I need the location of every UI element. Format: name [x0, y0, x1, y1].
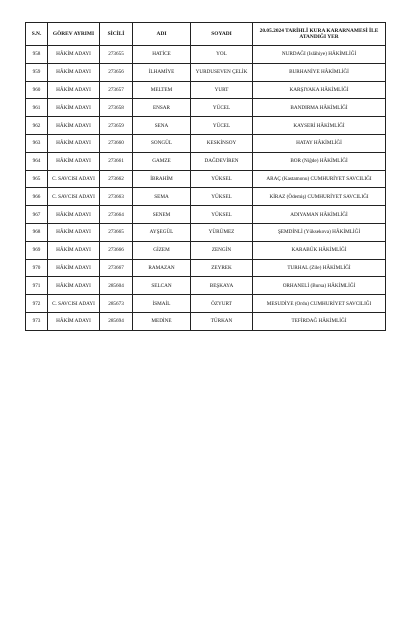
- cell-gorev: HÂKİM ADAYI: [48, 117, 100, 135]
- cell-sicil: 273661: [100, 152, 133, 170]
- cell-adi: MEDİNE: [133, 312, 191, 330]
- cell-sicil: 273655: [100, 46, 133, 64]
- cell-yer: KİRAZ (Ödemiş) CUMHURİYET SAVCILIĞI: [253, 188, 386, 206]
- cell-yer: TEFİRDAĞ HÂKİMLİĞİ: [253, 312, 386, 330]
- cell-soyadi: YOL: [191, 46, 253, 64]
- cell-sicil: 273667: [100, 259, 133, 277]
- table-row: [26, 81, 386, 99]
- cell-sn: 962: [26, 117, 48, 135]
- cell-gorev: HÂKİM ADAYI: [48, 99, 100, 117]
- cell-gorev: HÂKİM ADAYI: [48, 206, 100, 224]
- cell-soyadi: YÜCEL: [191, 99, 253, 117]
- cell-sn: 959: [26, 63, 48, 81]
- cell-sn: 972: [26, 295, 48, 313]
- table-row: [26, 46, 386, 64]
- table-body: [26, 46, 386, 331]
- cell-yer: KAYSERİ HÂKİMLİĞİ: [253, 117, 386, 135]
- cell-soyadi: ÖZYURT: [191, 295, 253, 313]
- cell-adi: SENEM: [133, 206, 191, 224]
- cell-sicil: 273665: [100, 223, 133, 241]
- cell-adi: ENSAR: [133, 99, 191, 117]
- cell-sn: 967: [26, 206, 48, 224]
- cell-gorev: HÂKİM ADAYI: [48, 152, 100, 170]
- cell-adi: GİZEM: [133, 241, 191, 259]
- cell-soyadi: YÜKSEL: [191, 206, 253, 224]
- cell-sn: 971: [26, 277, 48, 295]
- table-row: [26, 223, 386, 241]
- cell-sicil: 273664: [100, 206, 133, 224]
- header-atandigi-yer: 20.05.2024 TARİHLİ KURA KARARNAMESİ İLE ATANDIĞI YER: [253, 23, 386, 46]
- table-row: [26, 277, 386, 295]
- cell-sn: 968: [26, 223, 48, 241]
- cell-gorev: HÂKİM ADAYI: [48, 134, 100, 152]
- cell-soyadi: YÜKSEL: [191, 188, 253, 206]
- cell-yer: TURHAL (Zile) HÂKİMLİĞİ: [253, 259, 386, 277]
- cell-yer: MESUDİYE (Ordu) CUMHURİYET SAVCILIĞI: [253, 295, 386, 313]
- table-header: [26, 23, 386, 46]
- cell-adi: İSMAİL: [133, 295, 191, 313]
- header-row: [26, 23, 386, 46]
- cell-yer: NURDAĞI (Islâhiye) HÂKİMLİĞİ: [253, 46, 386, 64]
- cell-sicil: 273659: [100, 117, 133, 135]
- cell-gorev: HÂKİM ADAYI: [48, 46, 100, 64]
- cell-sn: 964: [26, 152, 48, 170]
- cell-sn: 960: [26, 81, 48, 99]
- cell-sn: 973: [26, 312, 48, 330]
- cell-adi: SELCAN: [133, 277, 191, 295]
- cell-gorev: HÂKİM ADAYI: [48, 259, 100, 277]
- cell-yer: BANDIRMA HÂKİMLİĞİ: [253, 99, 386, 117]
- cell-soyadi: BEŞKAYA: [191, 277, 253, 295]
- assignment-table: [25, 22, 386, 331]
- cell-soyadi: YÜRÜMEZ: [191, 223, 253, 241]
- cell-gorev: HÂKİM ADAYI: [48, 241, 100, 259]
- table-row: [26, 206, 386, 224]
- cell-yer: KARŞIYAKA HÂKİMLİĞİ: [253, 81, 386, 99]
- cell-yer: ARAÇ (Kastamonu) CUMHURİYET SAVCILIĞI: [253, 170, 386, 188]
- cell-adi: SONGÜL: [133, 134, 191, 152]
- cell-gorev: HÂKİM ADAYI: [48, 81, 100, 99]
- cell-sn: 963: [26, 134, 48, 152]
- cell-sicil: 285673: [100, 295, 133, 313]
- cell-gorev: HÂKİM ADAYI: [48, 223, 100, 241]
- cell-yer: ŞEMDİNLİ (Yüksekova) HÂKİMLİĞİ: [253, 223, 386, 241]
- cell-gorev: C. SAVCISI ADAYI: [48, 188, 100, 206]
- table-row: [26, 241, 386, 259]
- cell-sn: 965: [26, 170, 48, 188]
- cell-sicil: 273660: [100, 134, 133, 152]
- cell-adi: HATİCE: [133, 46, 191, 64]
- cell-sicil: 273662: [100, 170, 133, 188]
- table-row: [26, 152, 386, 170]
- cell-sicil: 273657: [100, 81, 133, 99]
- cell-yer: BURHANİYE HÂKİMLİĞİ: [253, 63, 386, 81]
- cell-soyadi: TÜRKAN: [191, 312, 253, 330]
- cell-soyadi: YURDUSEVEN ÇELİK: [191, 63, 253, 81]
- cell-soyadi: YÜKSEL: [191, 170, 253, 188]
- cell-yer: BOR (Niğde) HÂKİMLİĞİ: [253, 152, 386, 170]
- cell-sn: 970: [26, 259, 48, 277]
- cell-soyadi: DAĞDEVİREN: [191, 152, 253, 170]
- cell-adi: SENA: [133, 117, 191, 135]
- table-row: [26, 63, 386, 81]
- cell-sn: 966: [26, 188, 48, 206]
- cell-soyadi: ZEYREK: [191, 259, 253, 277]
- cell-soyadi: KESKİNSOY: [191, 134, 253, 152]
- table-row: [26, 134, 386, 152]
- cell-sicil: 273656: [100, 63, 133, 81]
- cell-soyadi: YURT: [191, 81, 253, 99]
- cell-gorev: C. SAVCISI ADAYI: [48, 295, 100, 313]
- cell-sn: 961: [26, 99, 48, 117]
- cell-adi: İBRAHİM: [133, 170, 191, 188]
- header-adi: ADI: [133, 23, 191, 46]
- cell-sicil: 273666: [100, 241, 133, 259]
- cell-gorev: HÂKİM ADAYI: [48, 312, 100, 330]
- cell-yer: KARABÜK HÂKİMLİĞİ: [253, 241, 386, 259]
- cell-soyadi: ZENGİN: [191, 241, 253, 259]
- cell-sn: 969: [26, 241, 48, 259]
- cell-yer: ADIYAMAN HÂKİMLİĞİ: [253, 206, 386, 224]
- header-sicili: SİCİLİ: [100, 23, 133, 46]
- table-row: [26, 259, 386, 277]
- cell-adi: GAMZE: [133, 152, 191, 170]
- table-row: [26, 295, 386, 313]
- cell-gorev: C. SAVCISI ADAYI: [48, 170, 100, 188]
- cell-yer: HATAY HÂKİMLİĞİ: [253, 134, 386, 152]
- cell-yer: ORHANELİ (Bursa) HÂKİMLİĞİ: [253, 277, 386, 295]
- cell-adi: İLHAMİYE: [133, 63, 191, 81]
- cell-sicil: 273663: [100, 188, 133, 206]
- header-sn: S.N.: [26, 23, 48, 46]
- header-soyadi: SOYADI: [191, 23, 253, 46]
- cell-gorev: HÂKİM ADAYI: [48, 63, 100, 81]
- cell-gorev: HÂKİM ADAYI: [48, 277, 100, 295]
- cell-soyadi: YÜCEL: [191, 117, 253, 135]
- table-row: [26, 99, 386, 117]
- table-row: [26, 117, 386, 135]
- cell-sicil: 285604: [100, 277, 133, 295]
- cell-sn: 958: [26, 46, 48, 64]
- cell-adi: SEMA: [133, 188, 191, 206]
- cell-sicil: 285694: [100, 312, 133, 330]
- cell-adi: RAMAZAN: [133, 259, 191, 277]
- header-gorev-ayrimi: GÖREV AYRIMI: [48, 23, 100, 46]
- cell-adi: MELTEM: [133, 81, 191, 99]
- cell-adi: AYŞEGÜL: [133, 223, 191, 241]
- table-row: [26, 312, 386, 330]
- table-row: [26, 170, 386, 188]
- table-row: [26, 188, 386, 206]
- cell-sicil: 273658: [100, 99, 133, 117]
